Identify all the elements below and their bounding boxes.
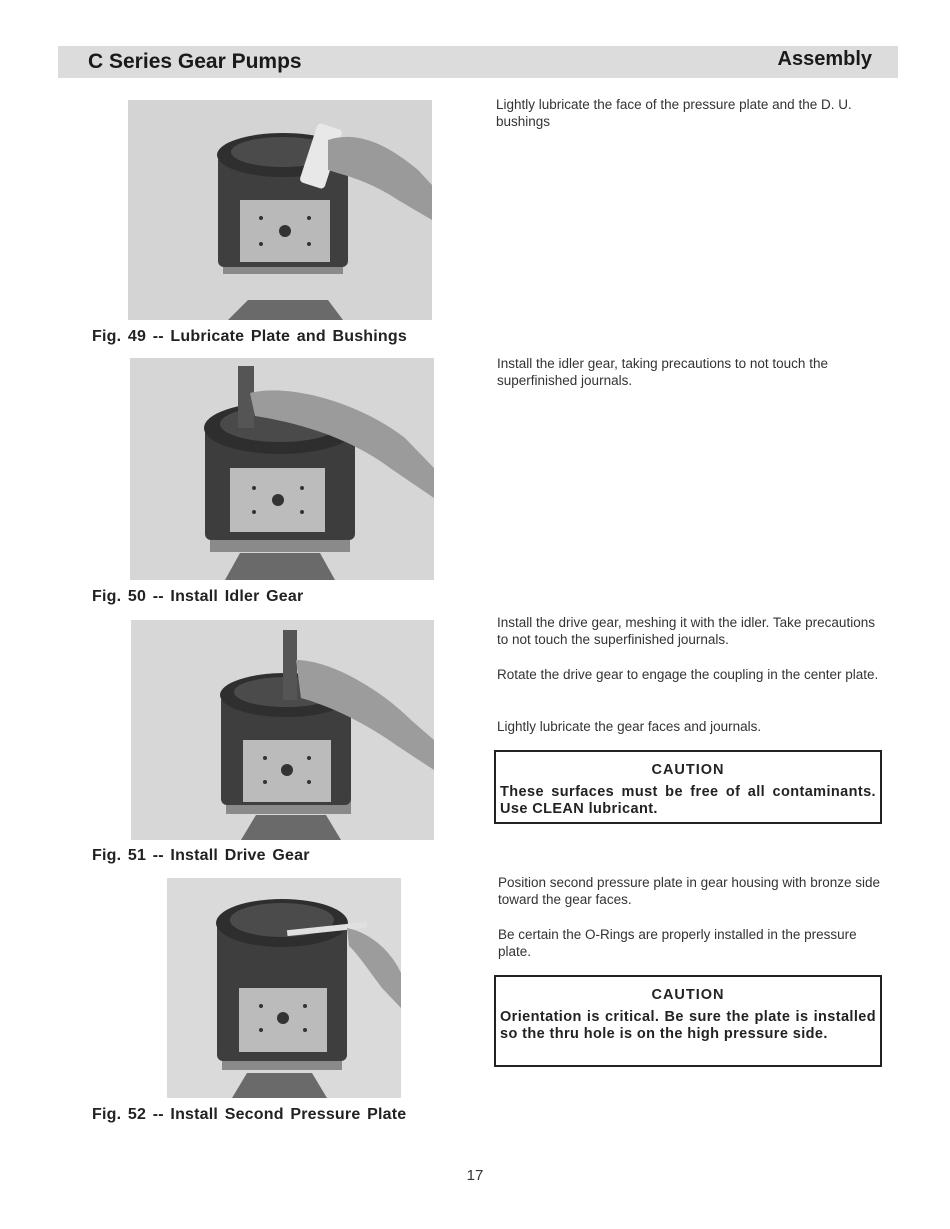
figure-50-caption: Fig. 50 -- Install Idler Gear	[92, 588, 304, 605]
page-number: 17	[466, 1167, 484, 1184]
caution-text: Orientation is critical. Be sure the plate is installed so the thru hole is on the high pressure side.	[500, 1009, 876, 1042]
caution-title: CAUTION	[651, 762, 725, 778]
figure-52-photo	[167, 878, 401, 1098]
step-51-text-2: Rotate the drive gear to engage the coupling in the center plate.	[497, 667, 879, 682]
figure-51-caption: Fig. 51 -- Install Drive Gear	[92, 847, 310, 864]
step-51-text-3: Lightly lubricate the gear faces and journals.	[497, 719, 762, 734]
section-title: Assembly	[777, 48, 872, 70]
caution-text: These surfaces must be free of all contaminants. Use CLEAN lubricant.	[500, 784, 876, 817]
step-49-text: Lightly lubricate the face of the pressure plate and the D. U. bushings	[496, 97, 852, 129]
figure-49-photo	[128, 100, 432, 320]
page-header	[58, 46, 898, 78]
figure-52-caption: Fig. 52 -- Install Second Pressure Plate	[92, 1106, 407, 1123]
step-51-text-1: Install the drive gear, meshing it with the idler. Take precautions to not touch the superfinished journals.	[497, 615, 875, 647]
step-50-text: Install the idler gear, taking precautions to not touch the superfinished journals.	[497, 356, 828, 388]
figure-49-caption: Fig. 49 -- Lubricate Plate and Bushings	[92, 328, 407, 345]
step-52-text-1: Position second pressure plate in gear housing with bronze side toward the gear faces.	[498, 875, 880, 907]
figure-50-photo	[130, 358, 434, 580]
figure-51-photo	[131, 620, 434, 840]
header-title: C Series Gear Pumps	[88, 50, 302, 73]
caution-box-1	[494, 750, 882, 824]
caution-title: CAUTION	[651, 987, 725, 1003]
step-52-text-2: Be certain the O-Rings are properly installed in the pressure plate.	[498, 927, 857, 959]
caution-box-2	[494, 975, 882, 1067]
